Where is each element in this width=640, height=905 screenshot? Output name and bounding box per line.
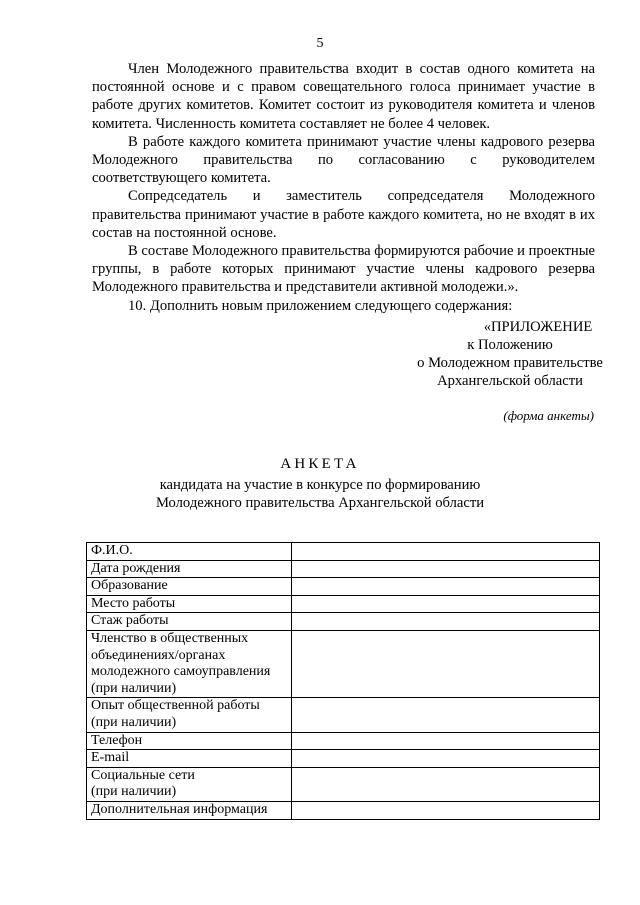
field-label: Опыт общественной работы (при наличии) — [87, 698, 292, 732]
field-value-cell[interactable] — [291, 750, 599, 768]
paragraph-working-groups: В составе Молодежного правительства формируются рабочие и проектные группы, в работе которых принимают участие члены кадрового резерва Молодежного правительства и представители активной молодежи.». — [92, 243, 595, 296]
field-label: Дата рождения — [87, 560, 292, 578]
field-label: Социальные сети (при наличии) — [87, 767, 292, 801]
table-row — [87, 750, 600, 768]
form-title: АНКЕТА — [280, 456, 360, 472]
body-text — [92, 60, 595, 315]
field-label: Место работы — [87, 595, 292, 613]
table-row — [87, 560, 600, 578]
field-label: Ф.И.О. — [87, 543, 292, 561]
table-row — [87, 630, 600, 697]
field-value-cell[interactable] — [291, 767, 599, 801]
field-label: Членство в общественных объединениях/органах молодежного самоуправления (при наличии) — [87, 630, 292, 697]
appendix-ref-line: к Положению — [467, 337, 553, 353]
appendix-title: «ПРИЛОЖЕНИЕ — [483, 319, 593, 335]
field-value-cell[interactable] — [291, 578, 599, 596]
field-value-cell[interactable] — [291, 543, 599, 561]
field-value-cell[interactable] — [291, 630, 599, 697]
page-number: 5 — [316, 36, 324, 51]
table-row — [87, 801, 600, 819]
questionnaire-rows — [87, 543, 600, 820]
field-label: Дополнительная информация — [87, 801, 292, 819]
field-value-cell[interactable] — [291, 801, 599, 819]
questionnaire-table — [86, 542, 600, 820]
form-note: (форма анкеты) — [503, 408, 594, 423]
table-row — [87, 613, 600, 631]
form-subtitle — [0, 476, 640, 512]
paragraph-amendment-10: 10. Дополнить новым приложением следующего содержания: — [128, 297, 513, 314]
field-value-cell[interactable] — [291, 560, 599, 578]
paragraph-personnel-reserve: В работе каждого комитета принимают участие члены кадрового резерва Молодежного правительства по согласованию с руководителем соответствующего комитета. — [92, 133, 595, 187]
table-row — [87, 543, 600, 561]
appendix-ref-line: о Молодежном правительстве — [417, 355, 603, 371]
table-row — [87, 698, 600, 732]
table-row — [87, 578, 600, 596]
field-label: Стаж работы — [87, 613, 292, 631]
field-label: E-mail — [87, 750, 292, 768]
field-label: Образование — [87, 578, 292, 596]
form-subtitle-line: кандидата на участие в конкурсе по формированию — [159, 477, 481, 493]
field-value-cell[interactable] — [291, 732, 599, 750]
paragraph-committee-membership: Член Молодежного правительства входит в состав одного комитета на постоянной основе и с правом совещательного голоса принимает участие в работе других комитетов. Комитет состоит из руководителя комитета и членов комитета. Численность комитета составляет не более 4 человек. — [92, 61, 595, 132]
paragraph-co-chair: Сопредседатель и заместитель сопредседателя Молодежного правительства принимают участие в работе каждого комитета, но не входят в их состав на постоянной основе. — [92, 188, 595, 241]
field-value-cell[interactable] — [291, 595, 599, 613]
field-value-cell[interactable] — [291, 698, 599, 732]
table-row — [87, 767, 600, 801]
table-row — [87, 732, 600, 750]
appendix-header — [380, 318, 640, 390]
appendix-ref-line: Архангельской области — [437, 373, 583, 389]
field-label: Телефон — [87, 732, 292, 750]
table-row — [87, 595, 600, 613]
field-value-cell[interactable] — [291, 613, 599, 631]
form-subtitle-line: Молодежного правительства Архангельской области — [155, 495, 485, 511]
